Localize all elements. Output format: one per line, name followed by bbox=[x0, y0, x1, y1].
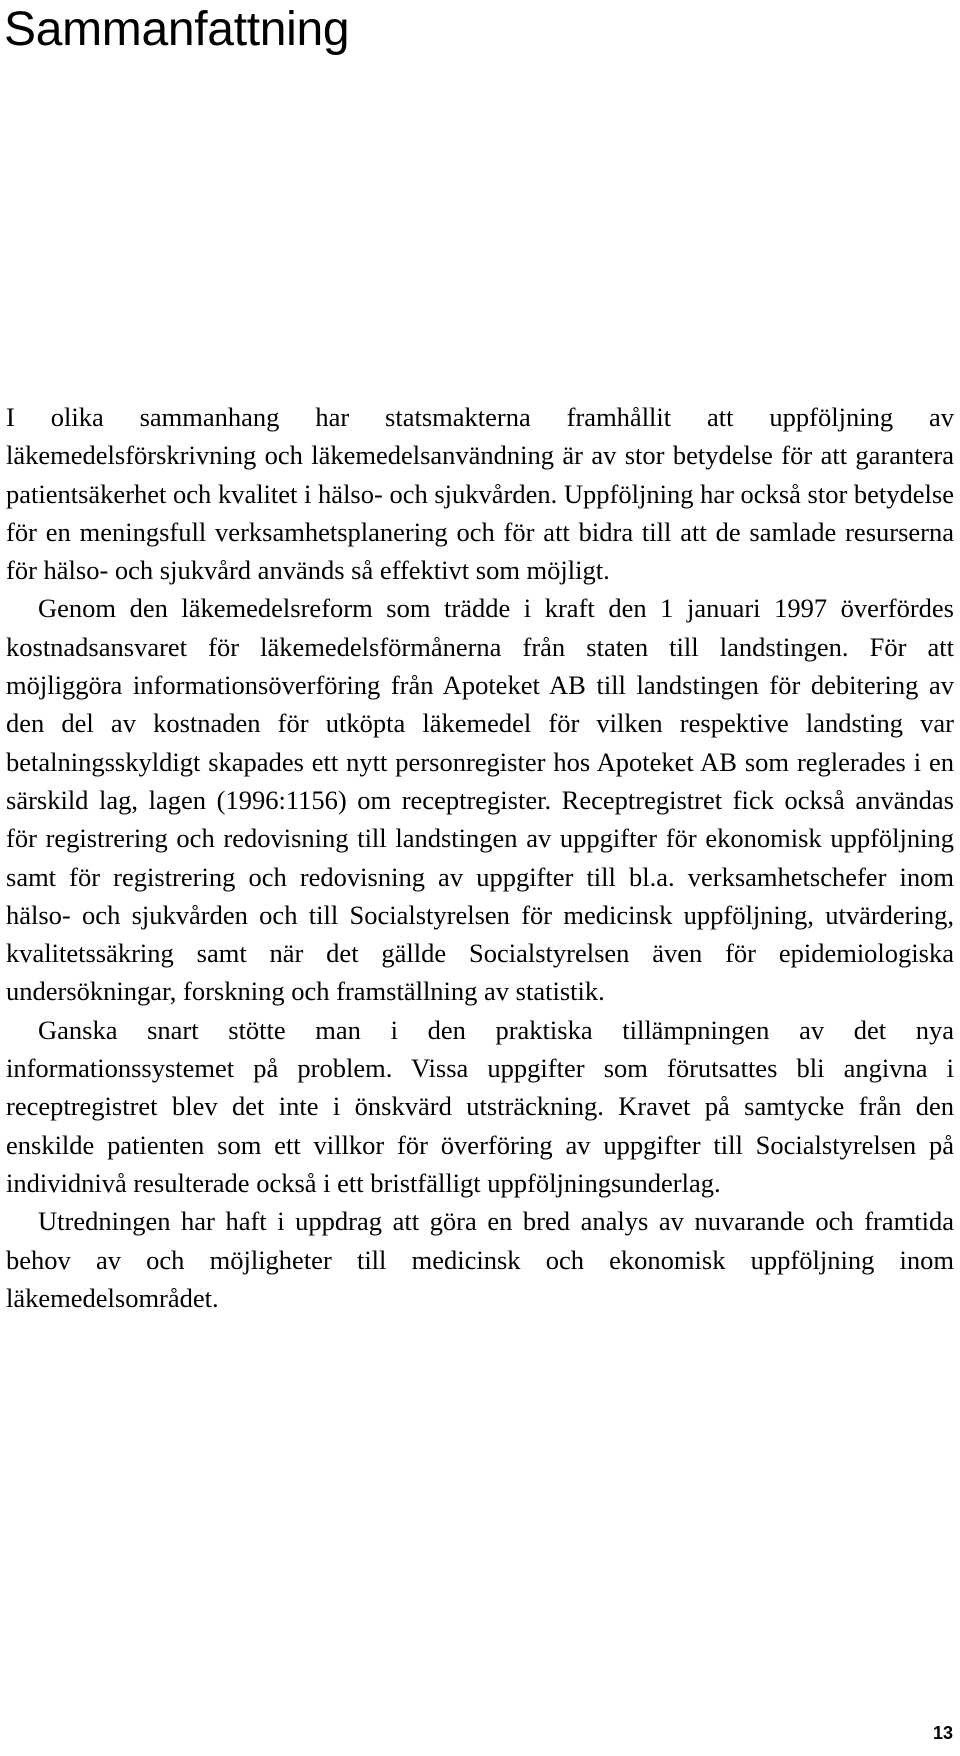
paragraph-3: Ganska snart stötte man i den praktiska tillämpningen av det nya informationssystemet på problem. Vissa uppgifter som förutsattes bli angivna i receptregistret blev det inte i önskvärd utsträckning. Kravet på samtycke från den enskilde patienten som ett villkor för överföring av uppgifter till Socialstyrelsen på individnivå resulterade också i ett bristfälligt uppföljningsunderlag. bbox=[6, 1014, 954, 1198]
paragraph-1: I olika sammanhang har statsmakterna framhållit att uppföljning av läkemedelsförskrivning och läkemedelsanvändning är av stor betydelse för att garantera patientsäkerhet och kvalitet i hälso- och sjukvården. Uppföljning har också stor betydelse för en meningsfull verksamhetsplanering och för att bidra till att de samlade resurserna för hälso- och sjukvård används så effektivt som möjligt. bbox=[6, 402, 954, 586]
paragraph-4: Utredningen har haft i uppdrag att göra en bred analys av nuvarande och framtida behov av och möjligheter till medicinsk och ekonomisk uppföljning inom läkemedelsområdet. bbox=[6, 1206, 954, 1313]
page-title: Sammanfattning bbox=[4, 3, 350, 56]
paragraph-2: Genom den läkemedelsreform som trädde i kraft den 1 januari 1997 överfördes kostnadsansvaret för läkemedelsförmånerna från staten till landstingen. För att möjliggöra informationsöverföring från Apoteket AB till landstingen för debitering av den del av kostnaden för utköpta läkemedel för vilken respektive landsting var betalningsskyldigt skapades ett nytt personregister hos Apoteket AB som reglerades i en särskild lag, lagen (1996:1156) om receptregister. Receptregistret fick också användas för registrering och redovisning till landstingen av uppgifter för ekonomisk uppföljning samt för registrering och redovisning av uppgifter till bl.a. verksamhetschefer inom hälso- och sjukvården och till Socialstyrelsen för medicinsk uppföljning, utvärdering, kvalitetssäkring samt när det gällde Socialstyrelsen även för epidemiologiska undersökningar, forskning och framställning av statistik. bbox=[6, 593, 954, 1007]
page-number: 13 bbox=[932, 1723, 953, 1743]
summary-body bbox=[6, 398, 954, 1317]
